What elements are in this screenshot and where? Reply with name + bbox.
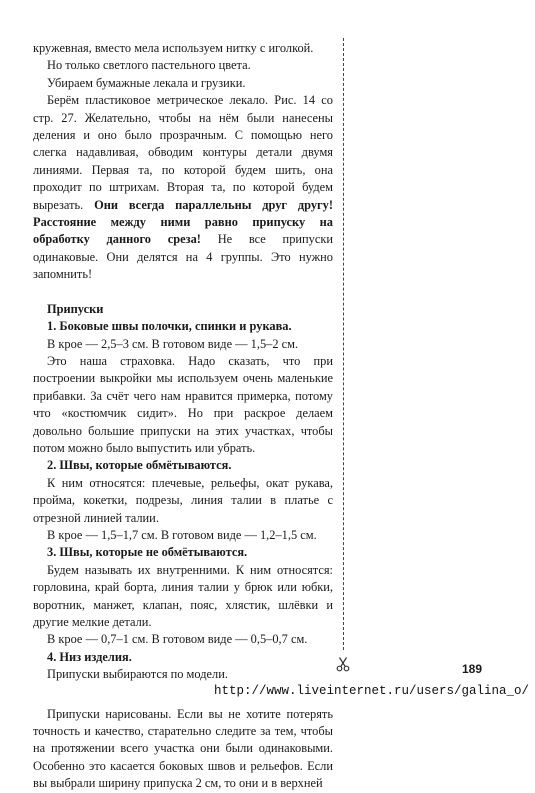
group-4-title: 4. Низ изделия. [47,649,132,664]
group-3-title: 3. Швы, которые не обмётываются. [47,545,248,560]
text-column [33,40,333,793]
parallel-lines-note: Они всегда параллельны друг другу! Расстояние между ними равно припуску на обработку данного среза! [33,197,333,247]
group-1-title: 1. Боковые швы полочки, спинки и рукава. [47,319,292,334]
group-3-values: В крое — 0,7–1 см. В готовом виде — 0,5–0,7 см. [47,632,308,647]
spacer [33,284,333,301]
paragraph-final: Припуски нарисованы. Если вы не хотите потерять точность и качество, старательно следите за тем, чтобы на протяжении всего участка они были одинаковыми. Особенно это касается боковых швов и рельефов. Если вы выбрали ширину припуска 2 см, то они и в верхней [33,706,333,791]
groups-note: Не все припуски одинаковые. Они делятся на 4 группы. Это нужно запомнить! [33,232,333,282]
paragraph-continued-2: Но только светлого пастельного цвета. [47,58,251,73]
group-1-values: В крое — 2,5–3 см. В готовом виде — 1,5–2 см. [47,336,299,351]
ruler-text: Берём пластиковое метрическое лекало. Рис. 14 со стр. 27. Желательно, чтобы на нём были нанесены деления и оно было прозрачным. С помощью него слегка надавливая, обводим контуры детали двумя линиями. Первая та, по которой будем шить, она проходит по штрихам. Вторая та, по которой будем вырезать. [33,93,333,212]
paragraph-remove-patterns: Убираем бумажные лекала и грузики. [47,75,246,90]
cut-line [343,38,344,650]
scissors-icon [335,656,351,672]
group-2-description: К ним относятся: плечевые, рельефы, окат рукава, пройма, кокетки, подрезы, линия талии в платье с отрезной линией талии. [33,475,333,525]
group-2-title: 2. Швы, которые обмётываются. [47,458,232,473]
section-heading: Припуски [47,301,104,316]
watermark-url: http://www.liveinternet.ru/users/galina_o/ [213,684,529,698]
paragraph-plastic-ruler [33,92,333,283]
group-1-description: Это наша страховка. Надо сказать, что при построении выкройки мы используем очень маленькие прибавки. За счёт чего нам нравится примерка, потому что «костюмчик сидит». Но при раскрое делаем довольно большие припуски на этих участках, чтобы потом можно было выпустить или убрать. [33,353,333,455]
group-3-description: Будем называть их внутренними. К ним относятся: горловина, край борта, линия талии у брюк или юбки, воротник, манжет, клапан, пояс, хлястик, шлёвки и другие мелкие детали. [33,562,333,629]
group-2-values: В крое — 1,5–1,7 см. В готовом виде — 1,2–1,5 см. [47,527,317,542]
page-number: 189 [462,662,483,676]
group-4-description: Припуски выбираются по модели. [47,667,228,682]
paragraph-continued: кружевная, вместо мела используем нитку с иголкой. [33,41,314,55]
